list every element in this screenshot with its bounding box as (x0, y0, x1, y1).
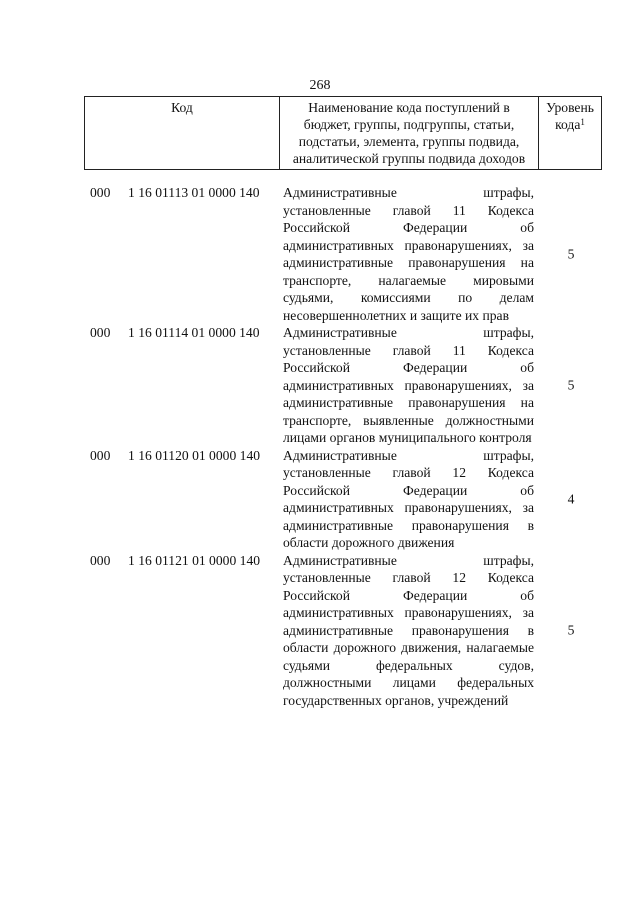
footnote-marker: 1 (580, 117, 585, 127)
row-prefix: 000 (90, 447, 111, 463)
header-code: Код (85, 97, 280, 170)
header-level-cell (539, 97, 602, 170)
header-level: Уровень кода (546, 100, 594, 132)
table-body (0, 184, 640, 709)
row-level: 5 (567, 622, 575, 638)
page-number: 268 (309, 78, 331, 93)
row-code: 1 16 01114 01 0000 140 (128, 325, 260, 340)
table-row (0, 447, 640, 552)
row-prefix: 000 (90, 552, 111, 568)
header-name: Наименование кода поступлений в бюджет, группы, подгруппы, статьи, подстатьи, элемента, группы подвида, аналитической группы подвида доходов (280, 97, 539, 170)
row-prefix: 000 (90, 325, 111, 340)
table-header (84, 96, 602, 170)
row-level: 5 (567, 377, 575, 393)
row-level: 5 (567, 246, 575, 262)
row-prefix: 000 (90, 185, 111, 200)
table-row (0, 324, 640, 447)
row-name: Административные штрафы, установленные главой 11 Кодекса Российской Федерации об административных правонарушениях, за административные правонарушения на транспорте, налагаемые мировыми судьями, комиссиями по делам несовершеннолетних и защите их прав (283, 185, 534, 323)
row-code: 1 16 01120 01 0000 140 (128, 447, 261, 463)
row-name: Административные штрафы, установленные главой 12 Кодекса Российской Федерации об административных правонарушениях, за административные правонарушения в области дорожного движения (283, 447, 534, 550)
row-code: 1 16 01113 01 0000 140 (128, 185, 260, 200)
row-level: 4 (567, 491, 575, 507)
row-code: 1 16 01121 01 0000 140 (128, 552, 261, 568)
row-name: Административные штрафы, установленные главой 12 Кодекса Российской Федерации об административных правонарушениях, за административные правонарушения в области дорожного движения, налагаемые судьями федеральных судов, должностными лицами федеральных государственных органов, учреждений (283, 552, 534, 708)
table-row (0, 552, 640, 710)
header-row (85, 97, 602, 170)
row-name: Административные штрафы, установленные главой 11 Кодекса Российской Федерации об административных правонарушениях, за административные правонарушения на транспорте, выявленные должностными лицами органов муниципального контроля (283, 325, 534, 445)
table-row (0, 184, 640, 324)
